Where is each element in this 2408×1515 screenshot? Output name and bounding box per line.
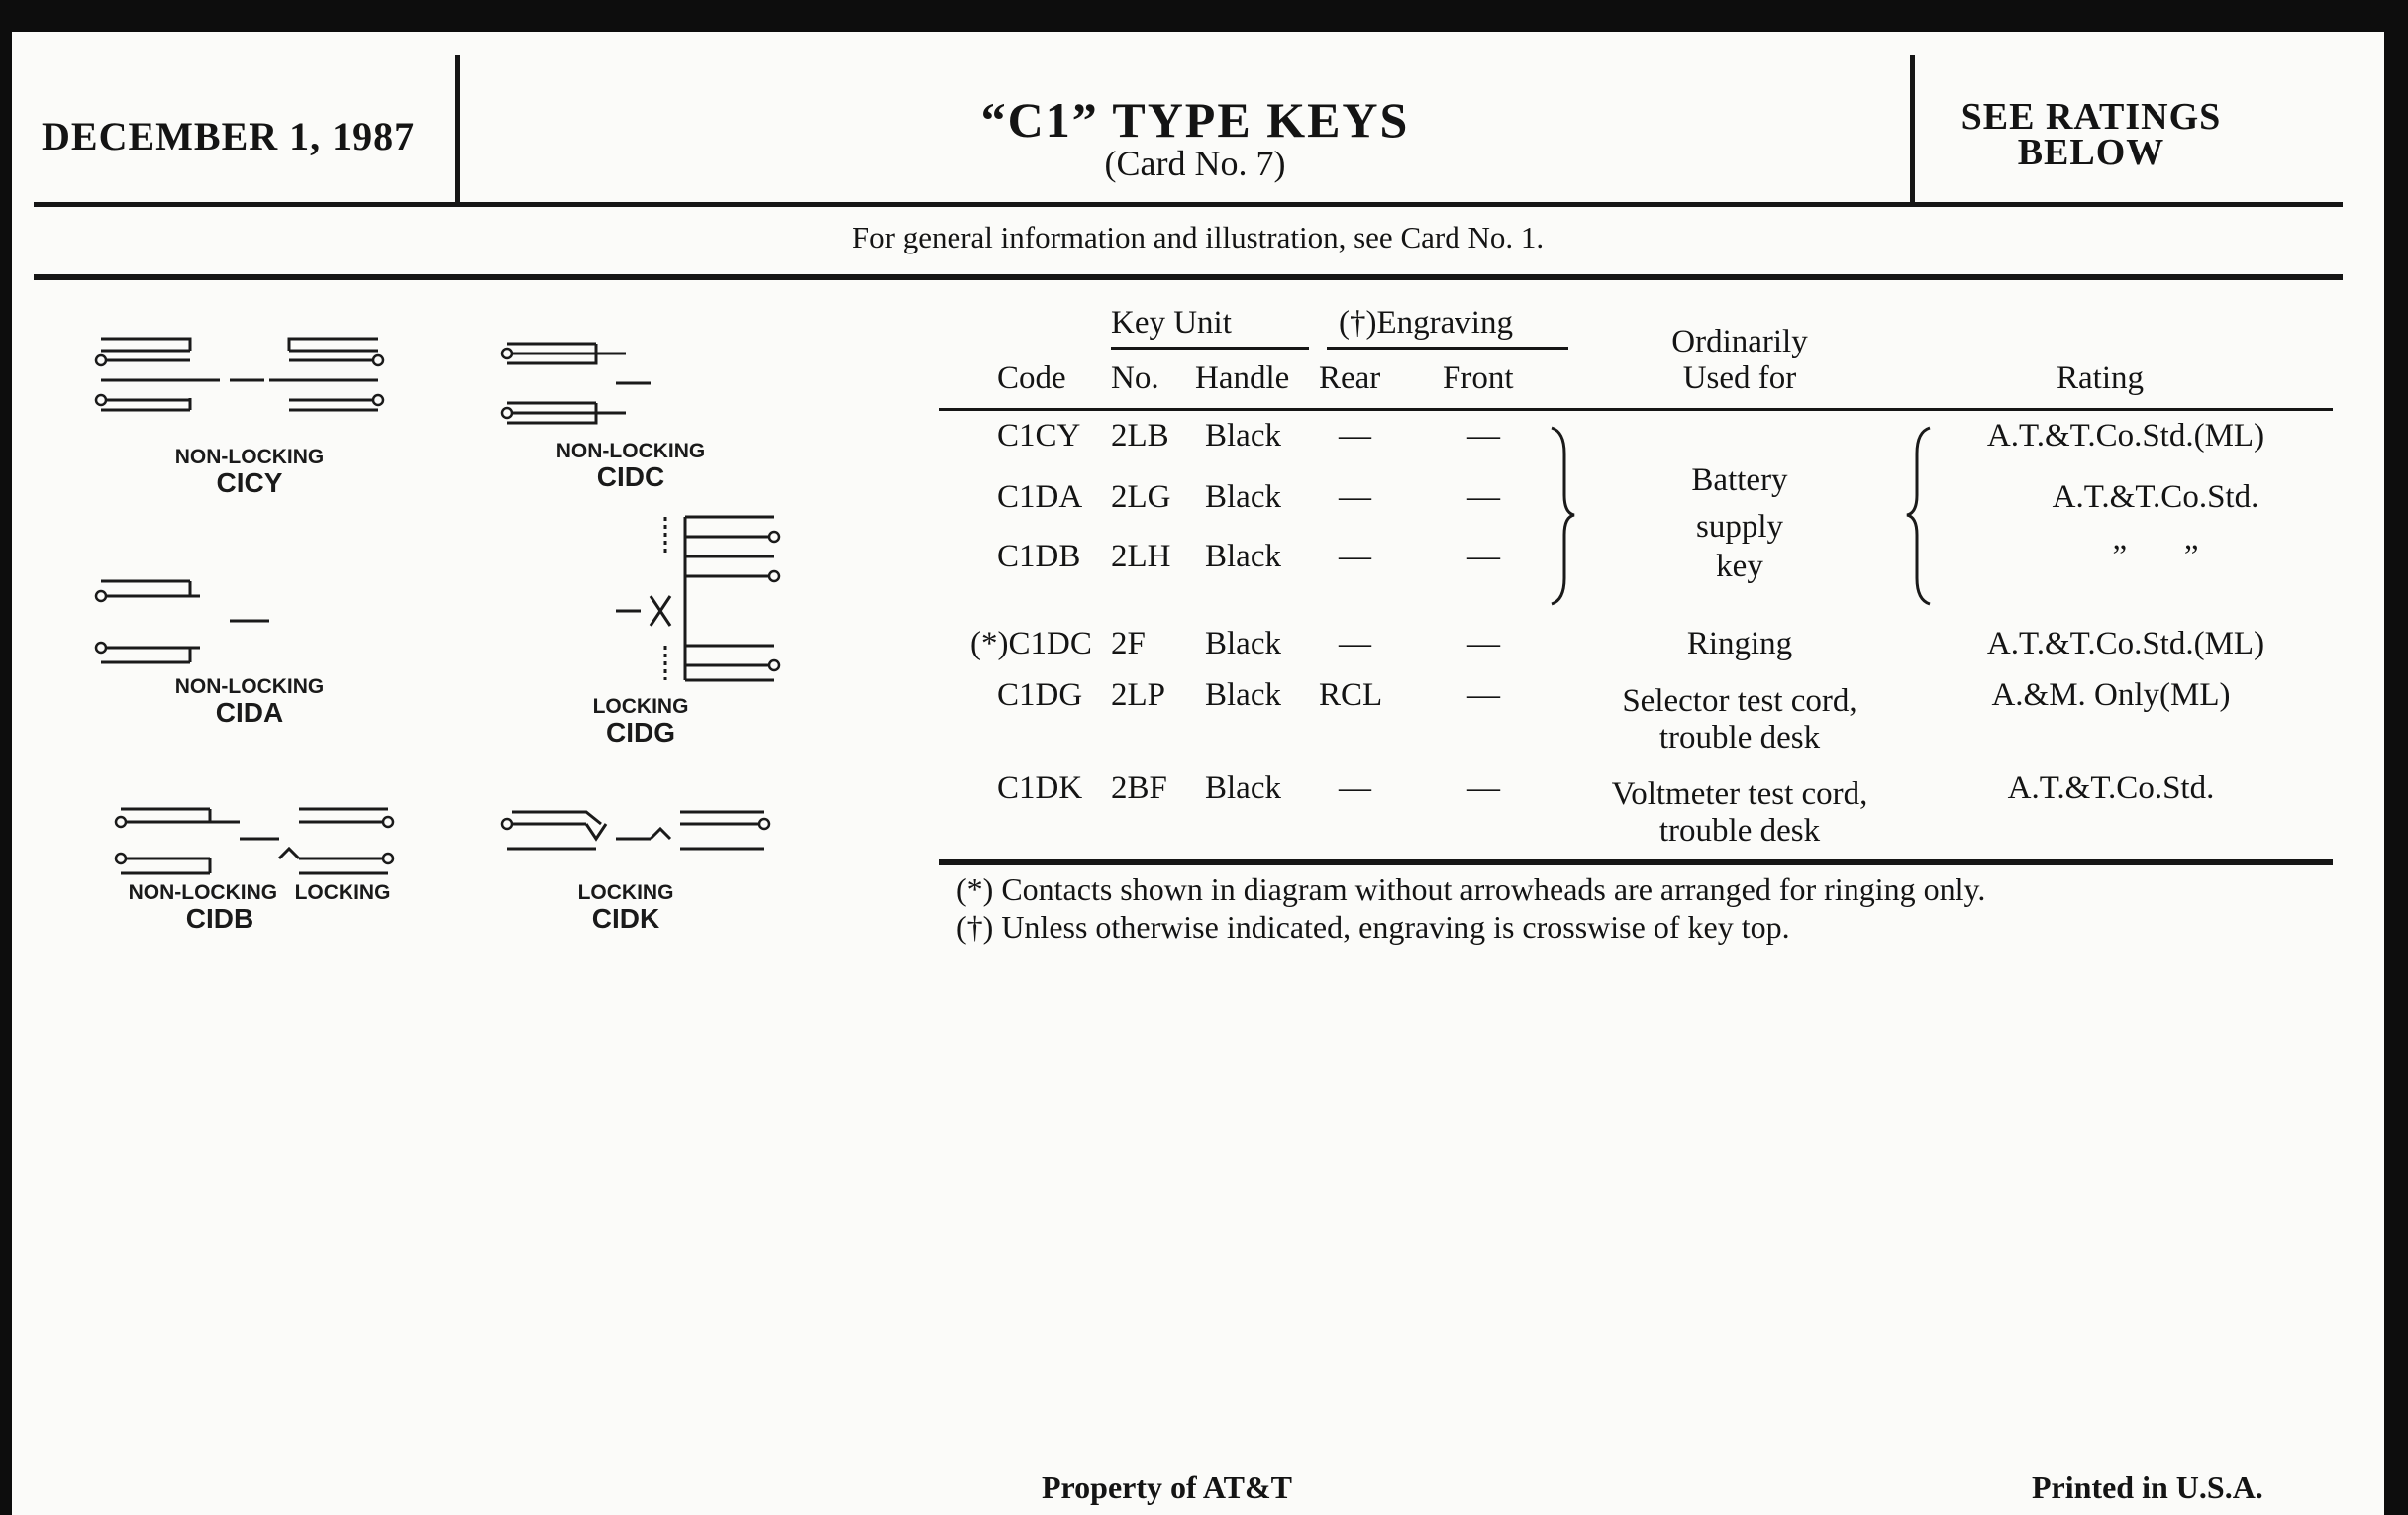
cell-front: — (1467, 479, 1500, 515)
cell-handle: Black (1205, 539, 1281, 574)
cell-no: 2F (1111, 626, 1146, 661)
ratings-notice (1923, 96, 2259, 173)
cell-rating: A.T.&T.Co.Std. (2052, 479, 2259, 515)
cell-rear: — (1339, 539, 1371, 574)
cell-rating: ” ” (2112, 539, 2199, 574)
diagram-type-2: LOCKING (294, 881, 391, 904)
table-header-rule (939, 408, 2333, 411)
diagram-cidc (487, 329, 705, 448)
cell-front: — (1467, 539, 1500, 574)
cell-no: 2LB (1111, 418, 1169, 454)
cell-used: Selector test cord, (1622, 683, 1857, 719)
note-asterisk: (*) Contacts shown in diagram without arrowheads are arranged for ringing only. (956, 871, 1986, 907)
cell-rear: — (1339, 770, 1371, 806)
used-battery: Battery (1691, 462, 1788, 498)
card-number: (Card No. 7) (1104, 144, 1286, 183)
cell-rear: — (1339, 479, 1371, 515)
diagram-label-cidc (497, 440, 764, 491)
cell-front: — (1467, 770, 1500, 806)
diagram-code: CIDG (606, 717, 675, 748)
col-used-line2: Used for (1682, 360, 1797, 396)
diagram-type: NON-LOCKING (174, 446, 325, 468)
group-engraving: (†)Engraving (1339, 305, 1513, 341)
footer-property: Property of AT&T (1042, 1469, 1292, 1505)
left-brace (1905, 424, 1935, 612)
right-brace (1547, 424, 1576, 612)
cell-rating: A.T.&T.Co.Std.(ML) (1986, 626, 2265, 661)
header-divider-right (1910, 55, 1915, 204)
card-title: “C1” TYPE KEYS (980, 92, 1410, 148)
diagram-label-cidk (497, 881, 754, 933)
footer-printed: Printed in U.S.A. (2032, 1469, 2263, 1505)
general-info-note: For general information and illustration, see Card No. 1. (852, 220, 1545, 254)
group-engraving-rule (1327, 347, 1568, 350)
cell-handle: Black (1205, 626, 1281, 661)
header-divider-left (455, 55, 460, 204)
diagram-label-cida (101, 675, 398, 727)
cell-used-2: trouble desk (1658, 813, 1821, 849)
cell-front: — (1467, 418, 1500, 454)
diagram-code: CIDB (185, 903, 254, 934)
diagram-cidg (596, 497, 804, 695)
cell-code: (*)C1DC (970, 626, 1092, 661)
note-dagger: (†) Unless otherwise indicated, engraving is crosswise of key top. (956, 909, 1790, 945)
diagram-code: CIDA (215, 697, 284, 728)
cell-code: C1DG (997, 677, 1083, 713)
diagram-label-cidb (101, 881, 418, 933)
header-rule (34, 202, 2343, 207)
cell-code: C1DA (997, 479, 1083, 515)
ratings-line-2: BELOW (2017, 132, 2165, 173)
reference-card (12, 32, 2384, 1515)
col-handle: Handle (1195, 360, 1290, 396)
card-date: DECEMBER 1, 1987 (42, 114, 416, 158)
col-rating: Rating (2057, 360, 2144, 396)
col-used-line1: Ordinarily (1671, 324, 1808, 359)
cell-handle: Black (1205, 418, 1281, 454)
cell-rating: A.&M. Only(ML) (1991, 677, 2231, 713)
cell-code: C1DK (997, 770, 1083, 806)
cell-rear: — (1339, 626, 1371, 661)
used-key: key (1716, 549, 1763, 584)
cell-no: 2BF (1111, 770, 1167, 806)
cell-handle: Black (1205, 677, 1281, 713)
diagram-type: NON-LOCKING (555, 440, 706, 462)
diagram-code: CIDC (596, 461, 665, 492)
group-key-unit-rule (1111, 347, 1309, 350)
cell-rating: A.T.&T.Co.Std. (2007, 770, 2215, 806)
used-supply: supply (1695, 509, 1783, 545)
cell-front: — (1467, 677, 1500, 713)
cell-rear: RCL (1319, 677, 1383, 713)
cell-used: Ringing (1686, 626, 1793, 661)
diagram-type: LOCKING (592, 695, 689, 718)
diagram-type: NON-LOCKING (128, 881, 278, 904)
diagram-type: NON-LOCKING (174, 675, 325, 698)
diagram-label-cidg (507, 695, 774, 747)
cell-no: 2LP (1111, 677, 1166, 713)
cell-handle: Black (1205, 479, 1281, 515)
cell-code: C1DB (997, 539, 1081, 574)
cell-front: — (1467, 626, 1500, 661)
cell-handle: Black (1205, 770, 1281, 806)
group-key-unit: Key Unit (1111, 305, 1232, 341)
diagram-code: CIDK (591, 903, 660, 934)
diagram-cidk (487, 794, 804, 883)
col-front: Front (1443, 360, 1514, 396)
ratings-line-1: SEE RATINGS (1960, 96, 2222, 138)
col-no: No. (1111, 360, 1159, 396)
section-rule (34, 274, 2343, 280)
table-bottom-rule (939, 859, 2333, 865)
cell-code: C1CY (997, 418, 1081, 454)
diagram-label-cicy (101, 446, 398, 497)
cell-rating: A.T.&T.Co.Std.(ML) (1986, 418, 2265, 454)
diagram-type: LOCKING (577, 881, 674, 904)
diagram-code: CICY (216, 467, 283, 498)
cell-used-2: trouble desk (1658, 720, 1821, 756)
cell-no: 2LH (1111, 539, 1171, 574)
cell-rear: — (1339, 418, 1371, 454)
cell-used: Voltmeter test cord, (1611, 776, 1868, 812)
col-rear: Rear (1319, 360, 1381, 396)
cell-no: 2LG (1111, 479, 1171, 515)
col-code: Code (997, 360, 1066, 396)
